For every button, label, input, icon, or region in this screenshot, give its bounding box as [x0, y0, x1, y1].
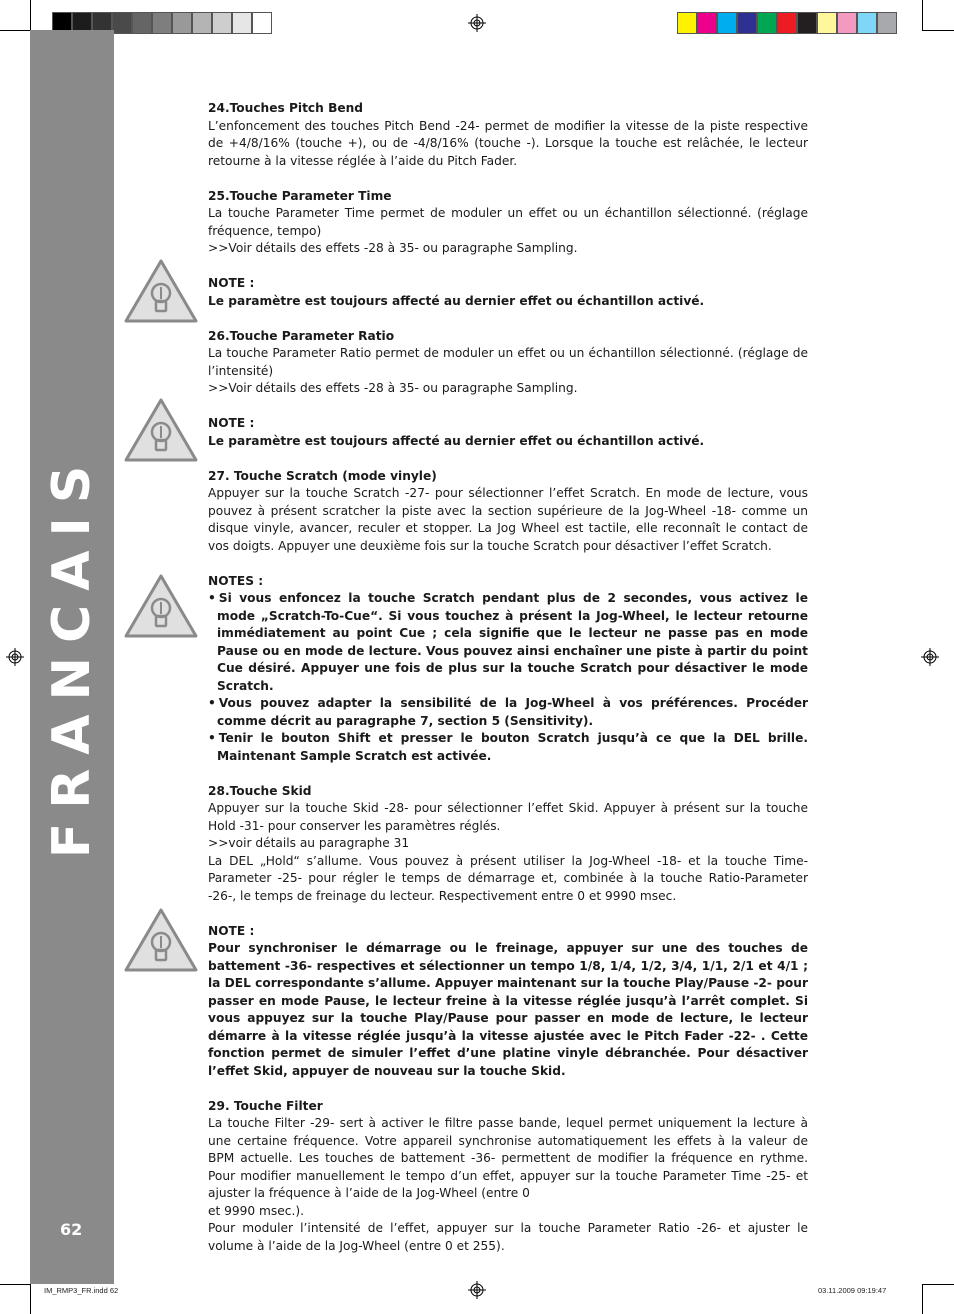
registration-mark-icon — [6, 648, 24, 666]
color-swatch — [172, 12, 192, 34]
section-27 — [208, 468, 808, 556]
crop-mark — [30, 0, 31, 30]
color-swatch — [717, 12, 737, 34]
section-heading: 26.Touche Parameter Ratio — [208, 328, 395, 343]
color-swatch — [837, 12, 857, 34]
color-swatch — [757, 12, 777, 34]
note-text: Le paramètre est toujours affecté au dernier effet ou échantillon activé. — [208, 293, 705, 308]
note-bullet-item: • Vous pouvez adapter la sensibilité de la Jog-Wheel à vos préférences. Procéder comme décrit au paragraphe 7, section 5 (Sensitivity). — [208, 695, 808, 730]
note-1 — [208, 275, 808, 310]
color-swatch — [857, 12, 877, 34]
section-heading: 25.Touche Parameter Time — [208, 188, 392, 203]
registration-mark-icon — [468, 14, 486, 32]
note-text: Pour synchroniser le démarrage ou le freinage, appuyer sur une des touches de battement -36- respectives et sélectionner un tempo 1/8, 1/4, 1/2, 3/4, 1/1, 2/1 et 4/1 ; la DEL correspondante s’allume. Appuyer maintenant sur la touche Play/Pause -2- pour passer en mode Pause, le lecteur freine à la vitesse réglée jusqu’à l’arrêt complet. Si vous appuyez sur la touche Play/Pause pour passer en mode de lecture, le lecteur démarre à la vitesse réglée jusqu’à la vitesse ajustée avec le Pitch Fader -22- . Cette fonction permet de simuler l’effet d’une platine vinyle débranchée. Pour désactiver l’effet Skid, appuyer de nouveau sur la touche Skid. — [208, 941, 808, 1078]
color-swatch — [777, 12, 797, 34]
note-bullet-item: • Si vous enfoncez la touche Scratch pendant plus de 2 secondes, vous activez le mode „Scratch-To-Cue“. Si vous touchez à présent la Jog-Wheel, le lecteur retourne immédiatement au point Cue ; cela signifie que le lecteur ne passe pas en mode Pause ou en mode de lecture. Vous pouvez ainsi enchaîner une piste à partir du point Cue désiré. Appuyer une fois de plus sur la touche Scratch pour désactiver le mode Scratch. — [208, 590, 808, 695]
section-26 — [208, 328, 808, 398]
note-lightbulb-warning-icon — [124, 398, 198, 462]
section-body: La touche Filter -29- sert à activer le filtre passe bande, lequel permet uniquement la lecture à une certaine fréquence. Votre appareil synchronise automatiquement les effets à la valeur de BPM actuelle. Les touches de battement -36- permettent de modifier la fréquence en rythme. Pour modifier manuellement le tempo d’un effet, appuyer sur la touche Parameter Time -25- et ajuster la fréquence à l’aide de la Jog-Wheel (entre 0 — [208, 1116, 808, 1200]
process-color-bar — [677, 12, 897, 34]
language-label: FRANCAIS — [42, 451, 102, 859]
note-lightbulb-warning-icon — [124, 574, 198, 638]
section-heading: 29. Touche Filter — [208, 1098, 323, 1113]
section-body: Appuyer sur la touche Scratch -27- pour sélectionner l’effet Scratch. En mode de lecture, vous pouvez à présent scratcher la piste avec la section supérieure de la Jog-Wheel -18- comme un disque vinyle, avancer, reculer et stopper. La Jog Wheel est tactile, elle reconnaît le contact de vos doigts. Appuyer une deuxième fois sur la touche Scratch pour désactiver l’effet Scratch. — [208, 486, 808, 553]
section-body: Pour moduler l’intensité de l’effet, appuyer sur la touche Parameter Ratio -26- et ajuster le volume à l’aide de la Jog-Wheel (entre 0 et 255). — [208, 1221, 808, 1253]
manual-text-column — [208, 100, 808, 1273]
color-swatch — [212, 12, 232, 34]
color-swatch — [817, 12, 837, 34]
section-heading: 28.Touche Skid — [208, 783, 312, 798]
footer-timestamp: 03.11.2009 09:19:47 — [818, 1286, 887, 1295]
note-lightbulb-warning-icon — [124, 908, 198, 972]
section-heading: 27. Touche Scratch (mode vinyle) — [208, 468, 437, 483]
crop-mark — [922, 30, 954, 31]
crop-mark — [0, 1284, 30, 1285]
section-reference: >>Voir détails des effets -28 à 35- ou paragraphe Sampling. — [208, 381, 578, 395]
registration-mark-icon — [921, 648, 939, 666]
note-2 — [208, 415, 808, 450]
color-swatch — [112, 12, 132, 34]
note-4 — [208, 923, 808, 1081]
section-body: La touche Parameter Time permet de moduler un effet ou un échantillon sélectionné. (réglage fréquence, tempo) — [208, 206, 808, 238]
crop-mark — [0, 30, 30, 31]
color-swatch — [737, 12, 757, 34]
section-body: La touche Parameter Ratio permet de moduler un effet ou un échantillon sélectionné. (réglage de l’intensité) — [208, 346, 808, 378]
color-swatch — [797, 12, 817, 34]
section-28 — [208, 783, 808, 906]
section-heading: 24.Touches Pitch Bend — [208, 101, 364, 115]
crop-mark — [922, 0, 923, 30]
color-swatch — [232, 12, 252, 34]
crop-mark — [922, 1284, 923, 1314]
section-reference: >>Voir détails des effets -28 à 35- ou paragraphe Sampling. — [208, 241, 578, 255]
note-lightbulb-warning-icon — [124, 259, 198, 323]
color-swatch — [132, 12, 152, 34]
section-25 — [208, 188, 808, 258]
section-body: et 9990 msec.). — [208, 1203, 304, 1218]
notes-3 — [208, 573, 808, 766]
color-swatch — [877, 12, 897, 34]
section-body: L’enfoncement des touches Pitch Bend -24- permet de modifier la vitesse de la piste respective de +4/8/16% (touche +), ou de -4/8/16% (touche -). Lorsque la touche est relâchée, le lecteur retourne à la vitesse réglée à l’aide du Pitch Fader. — [208, 118, 808, 168]
note-label: NOTE : — [208, 923, 255, 938]
section-29 — [208, 1098, 808, 1256]
section-body: Appuyer sur la touche Skid -28- pour sélectionner l’effet Skid. Appuyer à présent sur la touche Hold -31- pour conserver les paramètres réglés. — [208, 801, 808, 833]
section-24 — [208, 100, 808, 170]
note-label: NOTES : — [208, 573, 264, 588]
page-number: 62 — [60, 1220, 83, 1239]
crop-mark — [922, 1284, 954, 1285]
color-swatch — [677, 12, 697, 34]
note-label: NOTE : — [208, 416, 255, 430]
note-text: Le paramètre est toujours affecté au dernier effet ou échantillon activé. — [208, 433, 705, 448]
registration-mark-icon — [468, 1281, 486, 1299]
note-label: NOTE : — [208, 276, 255, 290]
footer-file-slug: IM_RMP3_FR.indd 62 — [44, 1286, 119, 1295]
color-swatch — [192, 12, 212, 34]
note-bullet-item: • Tenir le bouton Shift et presser le bouton Scratch jusqu’à ce que la DEL brille. Maintenant Sample Scratch est activée. — [208, 730, 808, 765]
color-swatch — [152, 12, 172, 34]
section-reference: >>voir détails au paragraphe 31 — [208, 836, 410, 850]
note-bullet-list — [208, 590, 808, 765]
section-body: La DEL „Hold“ s’allume. Vous pouvez à présent utiliser la Jog-Wheel -18- et la touche Time-Parameter -25- pour régler le temps de démarrage et, combinée à la touche Ratio-Parameter -26-, le temps de freinage du lecteur. Respectivement entre 0 et 9990 msec. — [208, 853, 808, 903]
color-swatch — [697, 12, 717, 34]
crop-mark — [30, 1284, 31, 1314]
color-swatch — [252, 12, 272, 34]
